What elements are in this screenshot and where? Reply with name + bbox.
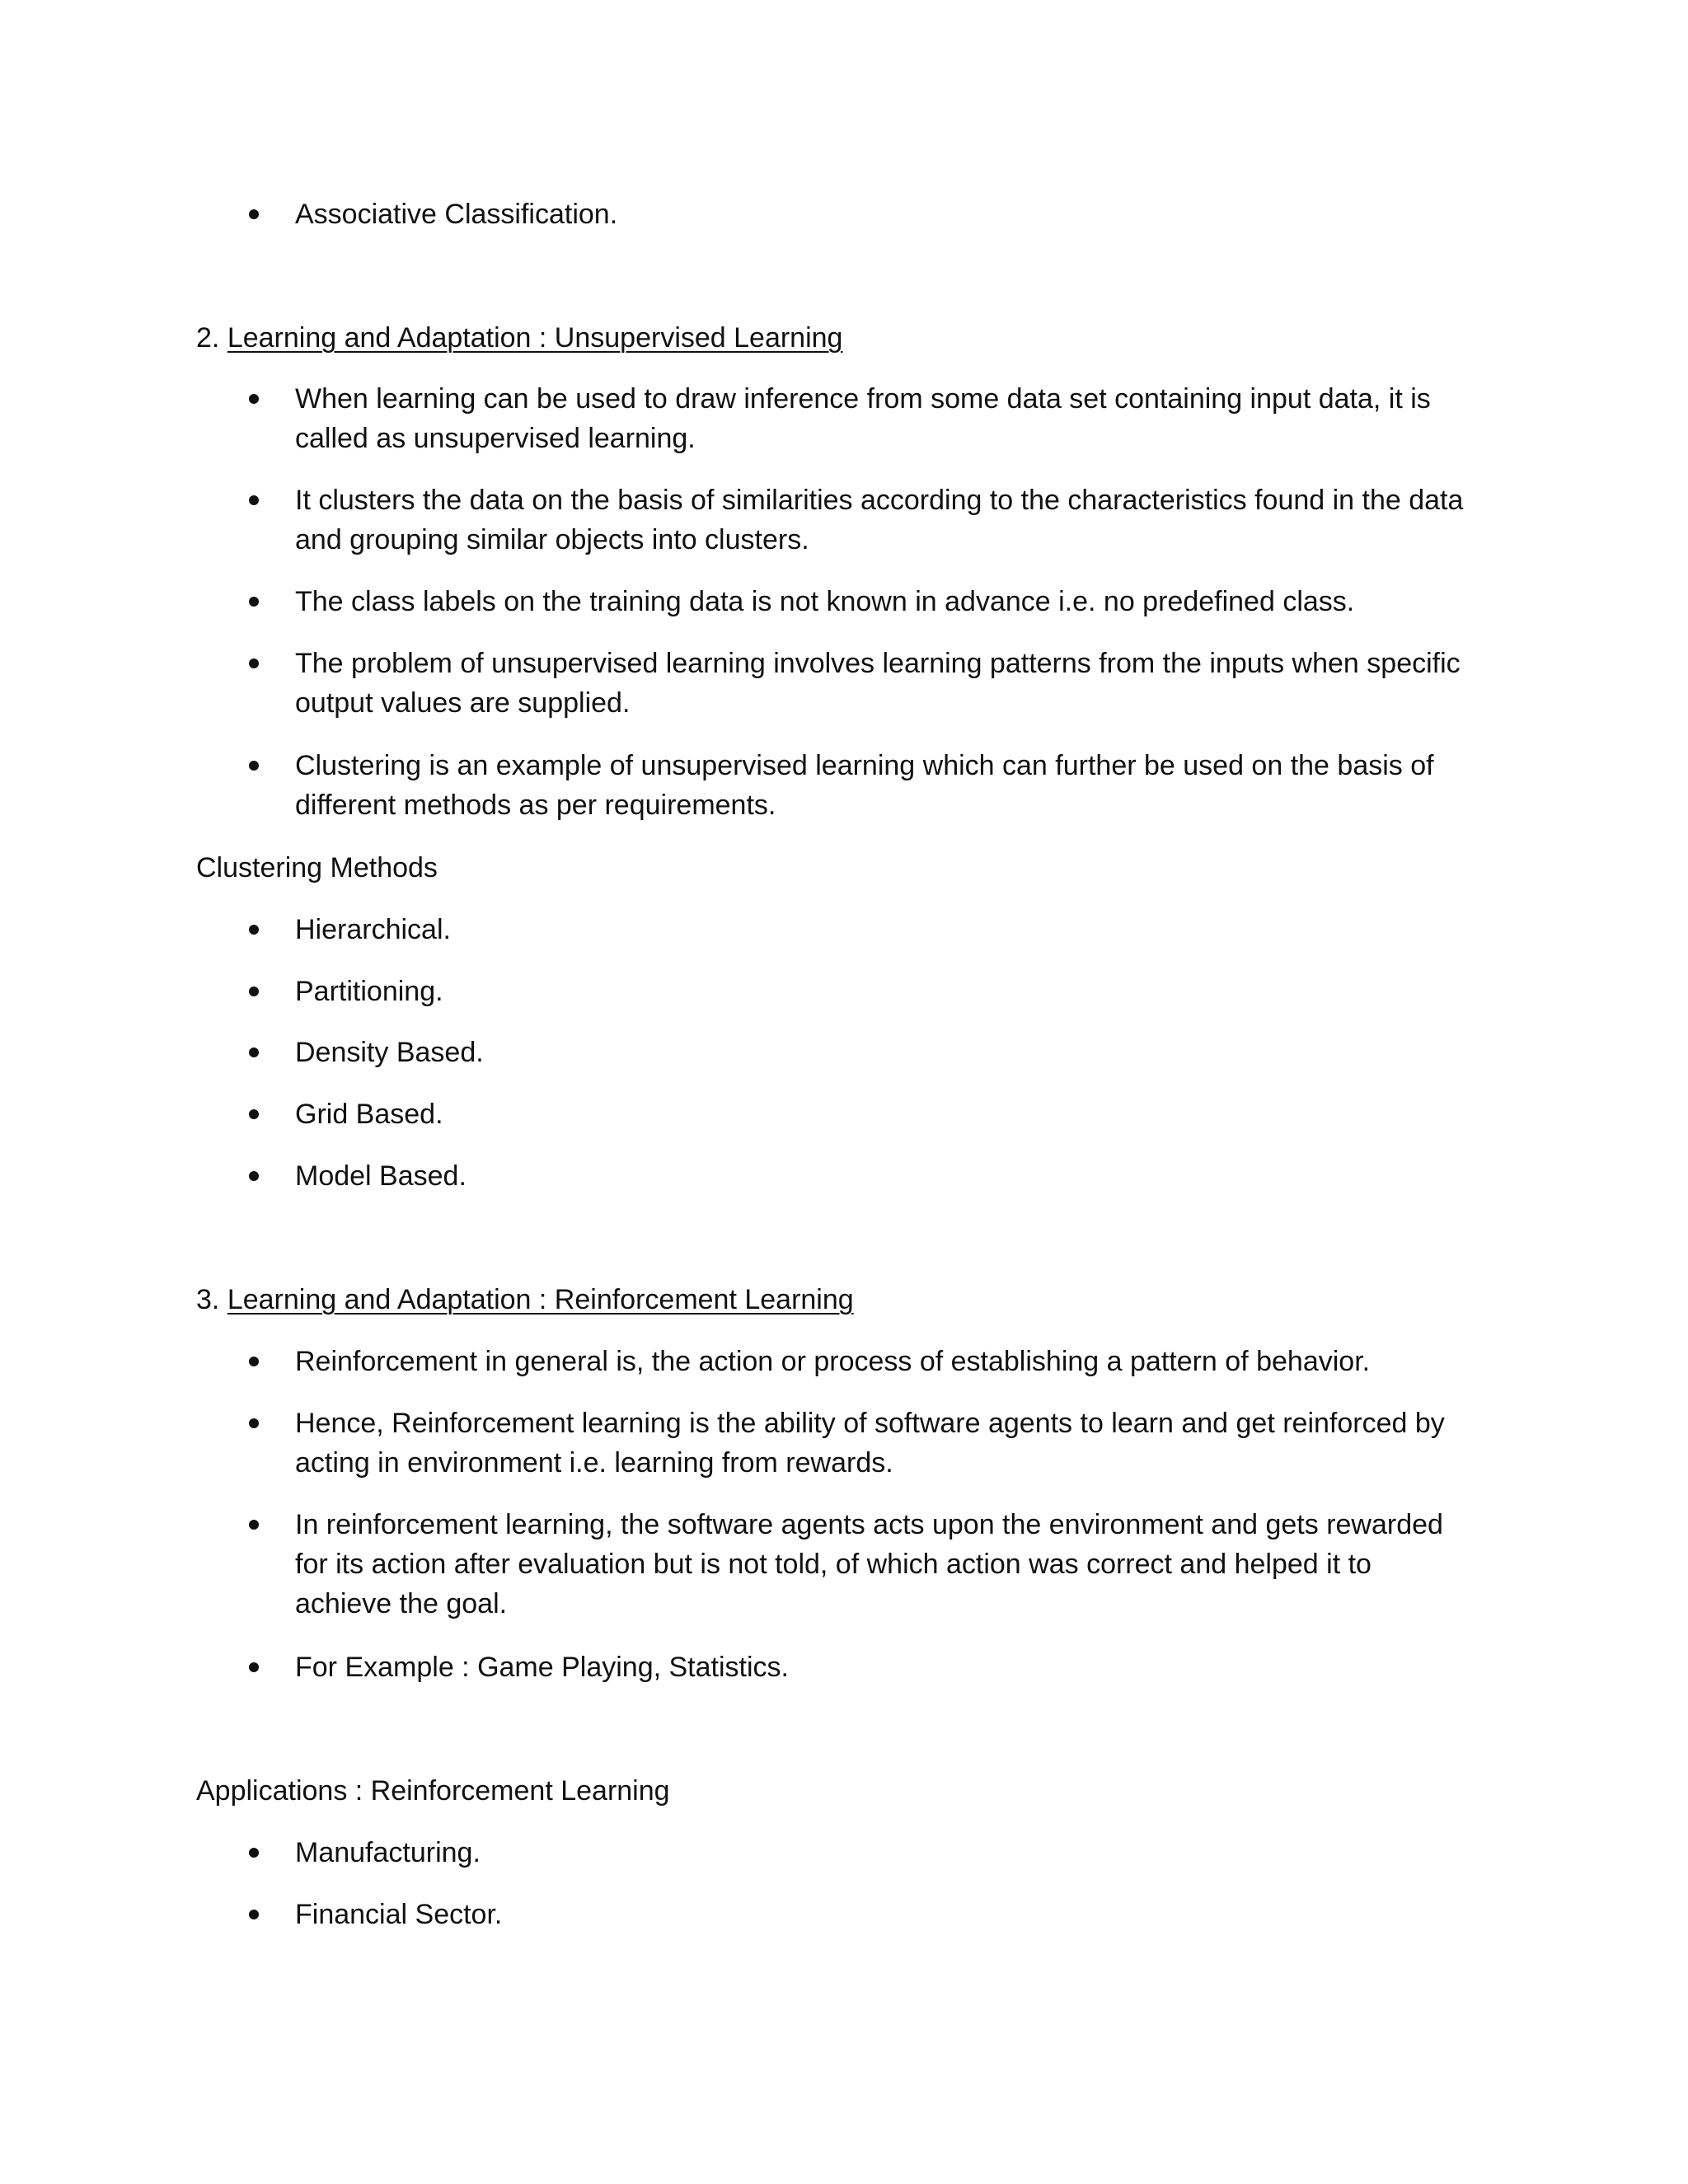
section-number: 2. (196, 322, 220, 354)
clustering-methods-label: Clustering Methods (196, 852, 438, 883)
list-item-text: Hence, Reinforcement learning is the ability of software agents to learn and get reinforced by acting in environment i.e. learning from rewards. (295, 1408, 1445, 1479)
bullet-icon (244, 746, 264, 785)
section-heading-reinforcement (196, 1280, 854, 1319)
list-item-text: The problem of unsupervised learning involves learning patterns from the inputs when specific output values are supplied. (295, 648, 1461, 719)
list-item-text: Reinforcement in general is, the action or process of establishing a pattern of behavior. (295, 1346, 1371, 1377)
list-item-text: Partitioning. (295, 976, 443, 1007)
bullet-icon (244, 582, 264, 621)
list-item-text: Density Based. (295, 1037, 484, 1068)
list-item-text: Manufacturing. (295, 1837, 481, 1868)
bullet-icon (244, 1094, 264, 1134)
bullet-icon (244, 1647, 264, 1687)
list-item-text: Grid Based. (295, 1099, 443, 1130)
list-item-text: Clustering is an example of unsupervised learning which can further be used on the basis of different methods as per requirements. (295, 750, 1434, 821)
applications-label: Applications : Reinforcement Learning (196, 1775, 670, 1807)
list-item-text: In reinforcement learning, the software agents acts upon the environment and gets rewarded for its action after evaluation but is not told, of which action was correct and helped it to achieve the goal. (295, 1509, 1443, 1619)
list-item-text: For Example : Game Playing, Statistics. (295, 1652, 789, 1683)
bullet-icon (244, 194, 264, 234)
list-item-text: The class labels on the training data is not known in advance i.e. no predefined class. (295, 586, 1355, 617)
list-item-text: Hierarchical. (295, 914, 451, 945)
bullet-icon (244, 1895, 264, 1934)
bullet-icon (244, 910, 264, 949)
bullet-icon (244, 480, 264, 520)
list-item-text: Associative Classification. (295, 199, 618, 230)
bullet-icon (244, 972, 264, 1011)
bullet-icon (244, 644, 264, 683)
bullet-icon (244, 1404, 264, 1443)
bullet-icon (244, 1033, 264, 1072)
section-heading-unsupervised (196, 318, 842, 358)
list-item-text: It clusters the data on the basis of similarities according to the characteristics found in the data and grouping similar objects into clusters. (295, 485, 1464, 555)
list-item-text: Financial Sector. (295, 1899, 503, 1930)
bullet-icon (244, 1156, 264, 1196)
bullet-icon (244, 379, 264, 419)
bullet-icon (244, 1342, 264, 1381)
section-number: 3. (196, 1284, 220, 1315)
list-item-text: Model Based. (295, 1160, 467, 1192)
section-title: Learning and Adaptation : Unsupervised Learning (227, 322, 843, 354)
section-title: Learning and Adaptation : Reinforcement Learning (227, 1284, 854, 1315)
bullet-icon (244, 1505, 264, 1544)
list-item-text: When learning can be used to draw inference from some data set containing input data, it is called as unsupervised learning. (295, 383, 1431, 454)
bullet-icon (244, 1833, 264, 1872)
